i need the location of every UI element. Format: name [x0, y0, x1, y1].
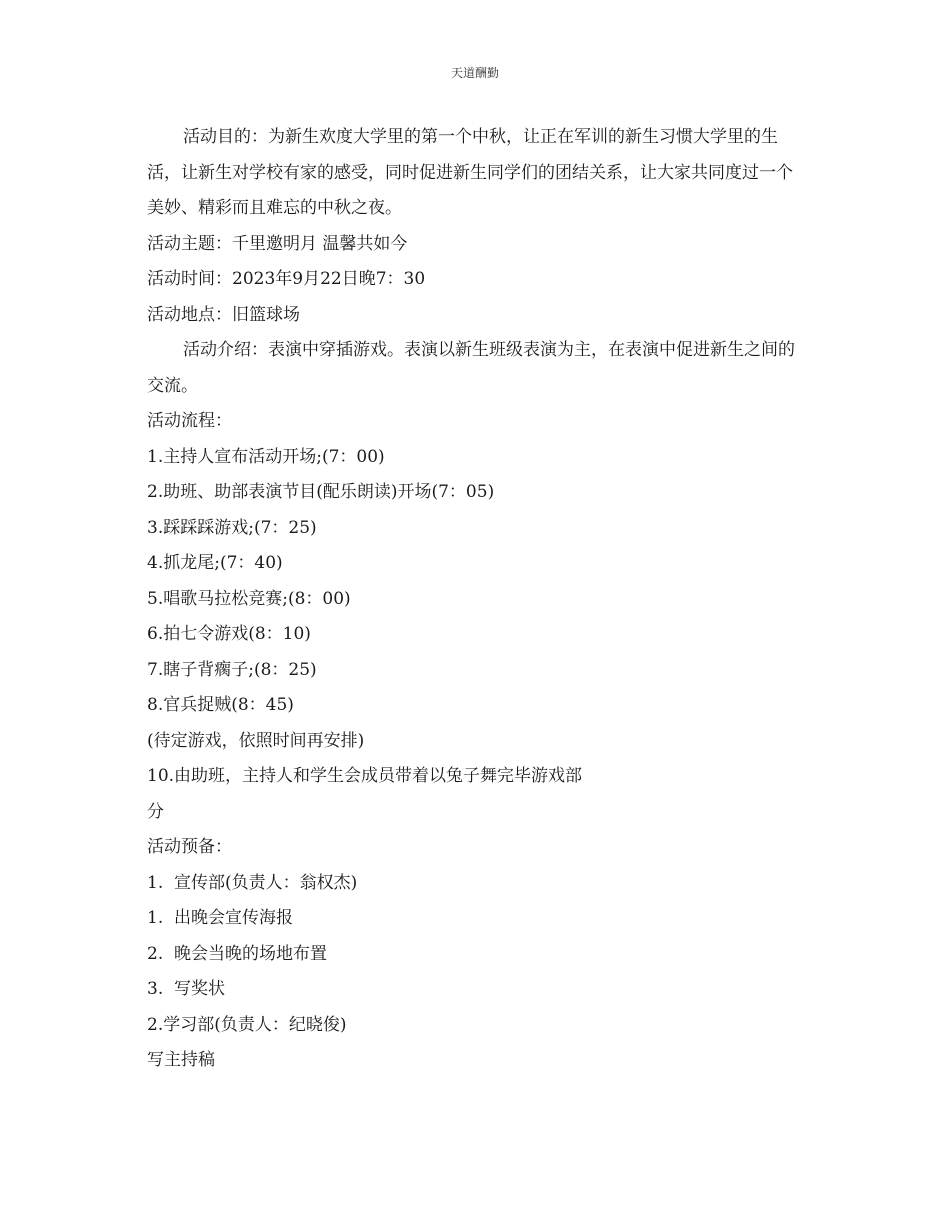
prep-item: 1. 宣传部(负责人：翁权杰) — [147, 872, 358, 893]
prep-item: 2.学习部(负责人：纪晓俊) — [147, 1014, 347, 1035]
flow-item: 分 — [147, 801, 164, 822]
time-line: 活动时间：2023年9月22日晚7：30 — [147, 269, 426, 289]
flow-item: 1.主持人宣布活动开场;(7：00) — [147, 446, 385, 467]
flow-item: 5.唱歌马拉松竞赛;(8：00) — [147, 588, 351, 609]
flow-item: 3.踩踩踩游戏;(7：25) — [147, 517, 317, 538]
intro-paragraph: 活动介绍：表演中穿插游戏。表演以新生班级表演为主，在表演中促进新生之间的交流。 — [147, 340, 795, 396]
theme-line: 活动主题：千里邀明月 温馨共如今 — [147, 233, 408, 254]
flow-item: 6.拍七令游戏(8：10) — [147, 624, 311, 644]
flow-item: 2.助班、助部表演节目(配乐朗读)开场(7：05) — [147, 482, 495, 502]
purpose-paragraph: 活动目的：为新生欢度大学里的第一个中秋，让正在军训的新生习惯大学里的生活，让新生对学校有家的感受，同时促进新生同学们的团结关系，让大家共同度过一个美妙、精彩而且难忘的中秋之夜。 — [147, 127, 793, 218]
prep-title: 活动预备： — [147, 837, 232, 857]
prep-item: 3. 写奖状 — [147, 979, 226, 999]
prep-item: 1. 出晚会宣传海报 — [147, 908, 294, 928]
flow-title: 活动流程： — [147, 411, 232, 431]
document-body — [147, 120, 803, 1079]
location-line: 活动地点：旧篮球场 — [147, 304, 300, 325]
prep-item: 2. 晚会当晚的场地布置 — [147, 943, 328, 964]
flow-item: 10.由助班，主持人和学生会成员带着以兔子舞完毕游戏部 — [147, 766, 583, 786]
prep-item: 写主持稿 — [147, 1050, 215, 1070]
flow-item: 7.瞎子背瘸子;(8：25) — [147, 659, 317, 680]
flow-item: 8.官兵捉贼(8：45) — [147, 695, 294, 715]
flow-item: (待定游戏，依照时间再安排) — [147, 730, 365, 751]
page-header: 天道酬勤 — [450, 66, 499, 80]
flow-item: 4.抓龙尾;(7：40) — [147, 553, 283, 573]
